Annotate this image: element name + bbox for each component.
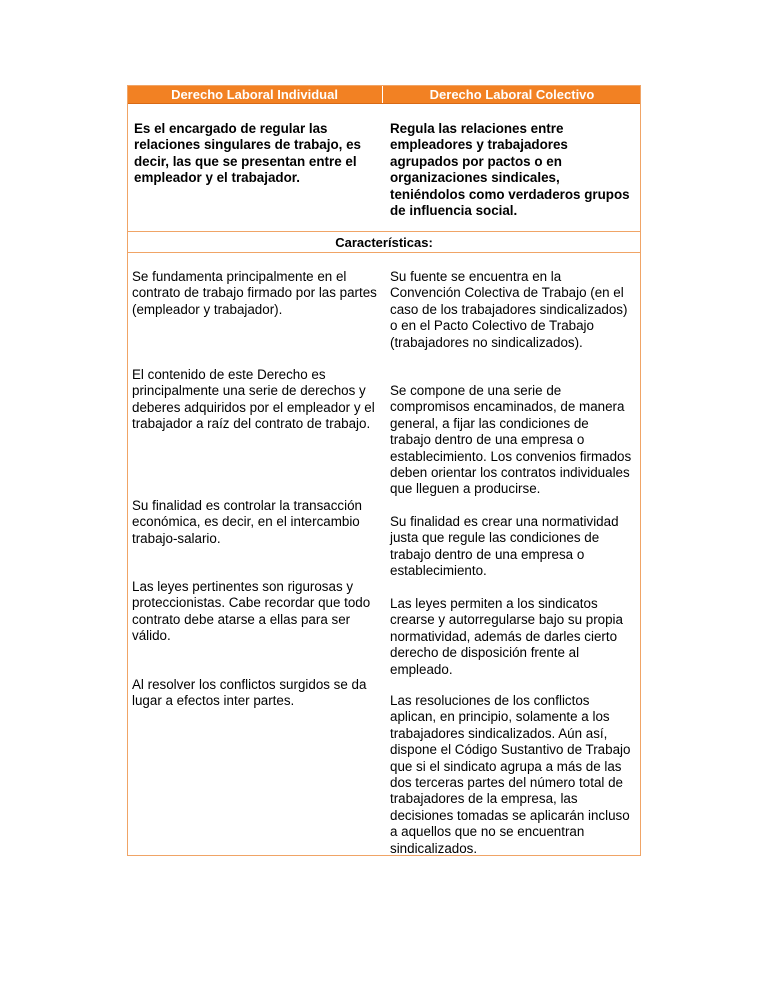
header-divider <box>382 86 383 103</box>
definition-colectivo: Regula las relaciones entre empleadores y trabajadores agrupados por pactos o en organizaciones sindicales, teniéndolos como verdaderos grupos de influencia social. <box>390 121 630 219</box>
left-item: Se fundamenta principalmente en el contrato de trabajo firmado por las partes (empleador y trabajador). <box>132 269 377 317</box>
row-divider <box>128 252 640 253</box>
left-item: Su finalidad es controlar la transacción económica, es decir, en el intercambio trabajo-salario. <box>132 498 363 546</box>
left-item: Las leyes pertinentes son rigurosas y proteccionistas. Cabe recordar que todo contrato debe atarse a ellas para ser válido. <box>132 579 371 644</box>
definition-individual: Es el encargado de regular las relaciones singulares de trabajo, es decir, las que se presentan entre el empleador y el trabajador. <box>134 121 361 186</box>
header-individual: Derecho Laboral Individual <box>171 87 338 102</box>
right-item: Se compone de una serie de compromisos encaminados, de manera general, a fijar las condiciones de trabajo dentro de una empresa o establecimiento. Los convenios firmados deben orientar los contratos individuales que lleguen a producirse. <box>390 383 632 497</box>
comparison-table <box>127 85 641 856</box>
characteristics-title: Características: <box>335 235 433 250</box>
right-item: Su fuente se encuentra en la Convención Colectiva de Trabajo (en el caso de los trabajadores sindicalizados) o en el Pacto Colectivo de Trabajo (trabajadores no sindicalizados). <box>390 269 628 350</box>
left-item: El contenido de este Derecho es principalmente una serie de derechos y deberes adquiridos por el empleador y el trabajador a raíz del contrato de trabajo. <box>132 367 375 432</box>
left-item: Al resolver los conflictos surgidos se da lugar a efectos inter partes. <box>132 677 367 709</box>
right-item: Las resoluciones de los conflictos aplican, en principio, solamente a los trabajadores sindicalizados. Aún así, dispone el Código Sustantivo de Trabajo que si el sindicato agrupa a más de las dos terceras partes del número total de trabajadores de la empresa, las decisiones tomadas se aplicarán incluso a aquellos que no se encuentran sindicalizados. <box>390 693 631 856</box>
right-item: Las leyes permiten a los sindicatos crearse y autorregularse bajo su propia normatividad, además de darles cierto derecho de disposición frente al empleado. <box>390 596 623 677</box>
row-divider <box>128 231 640 232</box>
right-item: Su finalidad es crear una normatividad justa que regule las condiciones de trabajo dentro de una empresa o establecimiento. <box>390 514 619 579</box>
header-colectivo: Derecho Laboral Colectivo <box>429 87 595 102</box>
table-header-row <box>128 86 640 104</box>
